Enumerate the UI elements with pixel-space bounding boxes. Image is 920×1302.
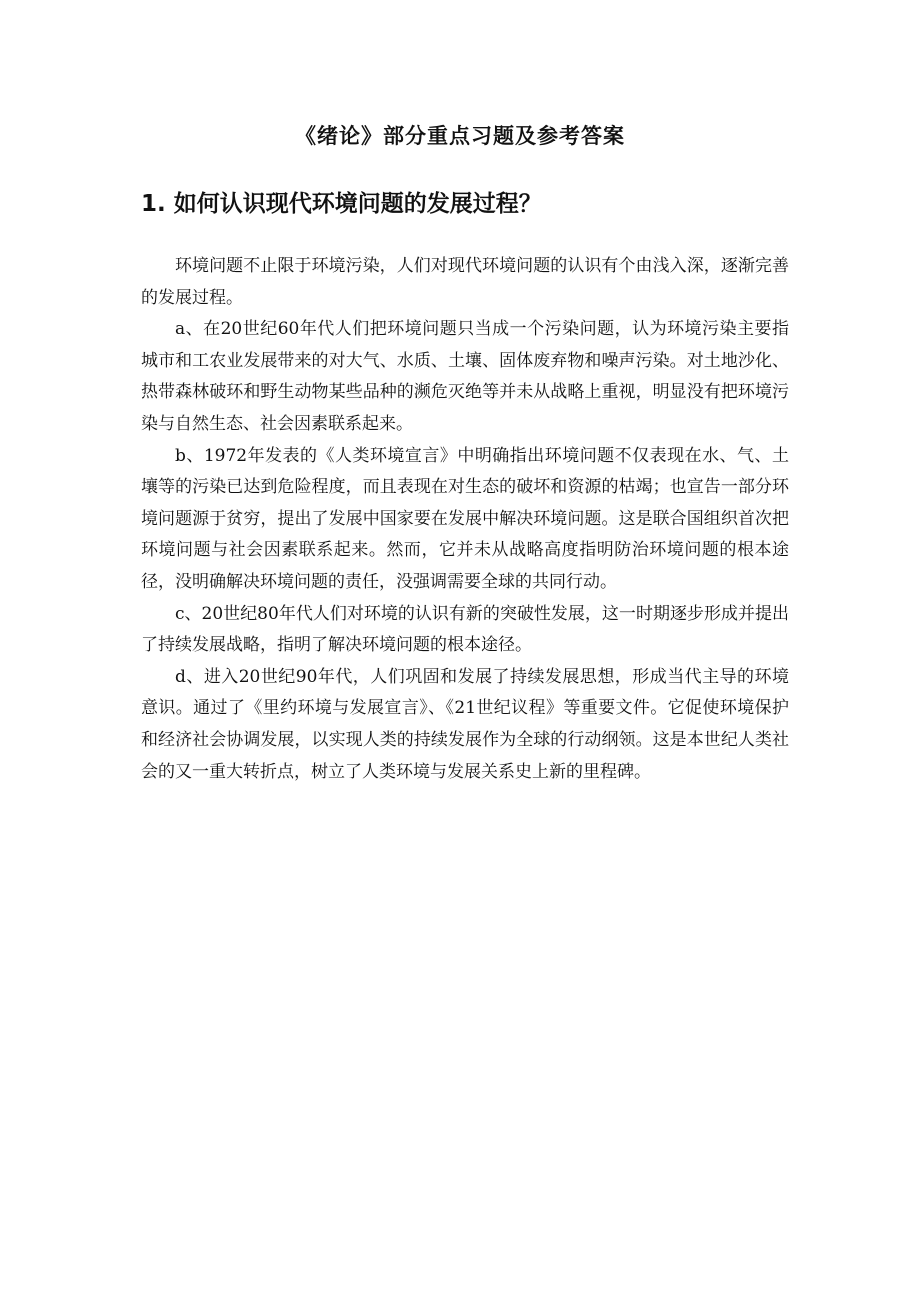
paragraph-c: c、20世纪80年代人们对环境的认识有新的突破性发展，这一时期逐步形成并提出了持续发展战略，指明了解决环境问题的根本途径。 bbox=[141, 603, 789, 656]
section-heading: 1. 如何认识现代环境问题的发展过程？ bbox=[141, 191, 542, 217]
paragraph-a: a、在20世纪60年代人们把环境问题只当成一个污染问题，认为环境污染主要指城市和工农业发展带来的对大气、水质、土壤、固体废弃物和噪声污染。对土地沙化、热带森林破环和野生动物某些品种的濒危灭绝等并未从战略上重视，明显没有把环境污染与自然生态、社会因素联系起来。 bbox=[141, 319, 789, 434]
intro-paragraph: 环境问题不止限于环境污染，人们对现代环境问题的认识有个由浅入深，逐渐完善的发展过程。 bbox=[141, 256, 789, 308]
answer-body bbox=[141, 251, 789, 788]
document-title: 《绪论》部分重点习题及参考答案 bbox=[295, 123, 625, 148]
paragraph-b: b、1972年发表的《人类环境宣言》中明确指出环境问题不仅表现在水、气、土壤等的污染已达到危险程度，而且表现在对生态的破坏和资源的枯竭；也宣告一部分环境问题源于贫穷，提出了发展中国家要在发展中解决环境问题。这是联合国组织首次把环境问题与社会因素联系起来。然而，它并未从战略高度指明防治环境问题的根本途径，没明确解决环境问题的责任，没强调需要全球的共同行动。 bbox=[141, 445, 789, 592]
paragraph-d: d、进入20世纪90年代，人们巩固和发展了持续发展思想，形成当代主导的环境意识。通过了《里约环境与发展宣言》、《21世纪议程》等重要文件。它促使环境保护和经济社会协调发展，以实现人类的持续发展作为全球的行动纲领。这是本世纪人类社会的又一重大转折点，树立了人类环境与发展关系史上新的里程碑。 bbox=[141, 666, 789, 782]
